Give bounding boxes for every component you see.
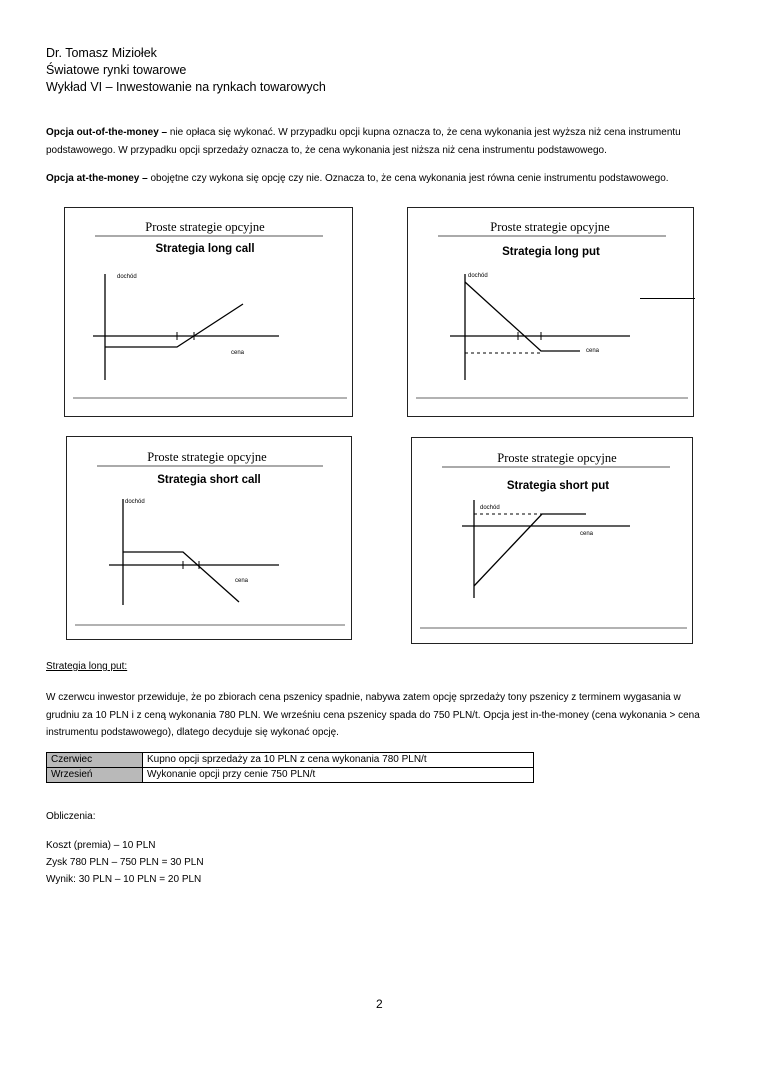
action-cell: Kupno opcji sprzedaży za 10 PLN z cena wykonania 780 PLN/t [143, 753, 534, 768]
month-cell: Wrzesień [47, 768, 143, 783]
payoff-line [474, 514, 586, 586]
author: Dr. Tomasz Miziołek [46, 46, 157, 60]
action-cell: Wykonanie opcji przy cenie 750 PLN/t [143, 768, 534, 783]
slide-title: Strategia long put [502, 246, 600, 258]
slide-header: Proste strategie opcyjne [490, 220, 610, 234]
calculation-line: Koszt (premia) – 10 PLN [46, 840, 156, 851]
x-axis-label: cena [586, 348, 600, 354]
slide-header: Proste strategie opcyjne [145, 220, 265, 234]
table-row [47, 768, 534, 783]
y-axis-label: dochód [125, 499, 145, 505]
slide-short-call [66, 436, 352, 640]
section-intro: W czerwcu inwestor przewiduje, że po zbiorach cena pszenicy spadnie, nabywa zatem opcję sprzedaży tony pszenicy z terminem wygasania w grudniu za 10 PLN i z ceną wykonania 780 PLN. We wrześniu cena pszenicy spada do 750 PLN/t. Opcja jest in-the-money (cena wykonania > cena instrumentu podstawowego), dlatego decyduje się wykonać opcję. [46, 692, 700, 738]
x-axis-label: cena [235, 578, 249, 584]
slide-short-put [411, 437, 693, 644]
slide-header: Proste strategie opcyjne [147, 450, 267, 464]
page-number: 2 [376, 997, 383, 1011]
month-cell: Czerwiec [47, 753, 143, 768]
calculations-title: Obliczenia: [46, 811, 96, 822]
slide-short-put-graphic [412, 438, 692, 643]
definition-text: obojętne czy wykona się opcję czy nie. Oznacza to, że cena wykonania jest równa cenie instrumentu podstawowego. [147, 173, 669, 184]
definition-at-the-money [46, 170, 716, 188]
definition-text: nie opłaca się wykonać. W przypadku opcji kupna oznacza to, że cena wykonania jest wyższa niż cena instrumentu podstawowego. W przypadku opcji sprzedaży oznacza to, że cena wykonania jest niższa niż cena instrumentu podstawowego. [46, 127, 681, 156]
actions-table [46, 752, 534, 783]
calculation-line: Wynik: 30 PLN – 10 PLN = 20 PLN [46, 874, 202, 885]
slide-title: Strategia long call [155, 243, 255, 255]
definition-term: Opcja out-of-the-money – [46, 127, 168, 138]
slide-title: Strategia short call [157, 474, 261, 486]
slide-long-put [407, 207, 694, 417]
slide-header: Proste strategie opcyjne [497, 451, 617, 465]
slide-long-call-graphic [65, 208, 352, 416]
document-header [46, 45, 326, 96]
course-title: Światowe rynki towarowe [46, 63, 187, 77]
y-axis-label: dochód [480, 505, 500, 511]
calculation-line: Zysk 780 PLN – 750 PLN = 30 PLN [46, 857, 204, 868]
slide-long-call [64, 207, 353, 417]
calculations-list [46, 837, 204, 888]
definition-out-of-the-money [46, 124, 716, 159]
section-title: Strategia long put: [46, 661, 128, 672]
slide-short-call-graphic [67, 437, 351, 639]
slide-title: Strategia short put [506, 480, 610, 492]
definition-term: Opcja at-the-money – [46, 173, 148, 184]
y-axis-label: dochód [468, 273, 488, 279]
lecture-title: Wykład VI – Inwestowanie na rynkach towarowych [46, 80, 326, 94]
stray-line [640, 298, 695, 299]
y-axis-label: dochód [117, 274, 137, 280]
slide-long-put-graphic [408, 208, 693, 416]
x-axis-label: cena [231, 350, 245, 356]
payoff-line [465, 282, 580, 351]
payoff-line [105, 304, 243, 347]
table-row [47, 753, 534, 768]
payoff-line [123, 552, 239, 602]
x-axis-label: cena [580, 531, 594, 537]
